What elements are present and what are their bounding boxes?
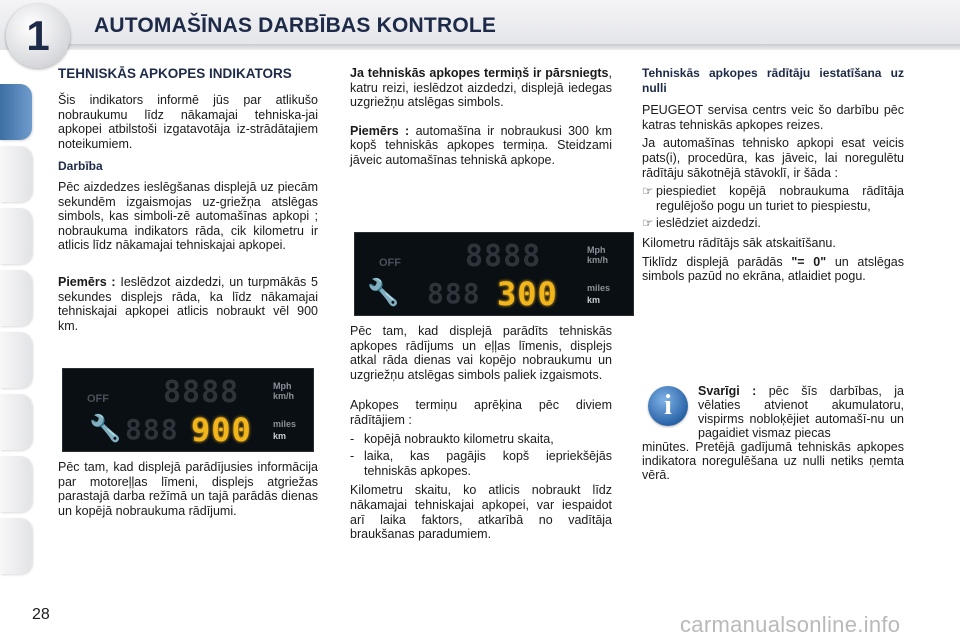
chapter-tab[interactable]	[0, 270, 32, 326]
reset-heading: Tehniskās apkopes rādītāju iestatīšana uz nulli	[642, 66, 904, 95]
instrument-display-300	[354, 232, 634, 316]
top-digits: 8888	[465, 239, 542, 274]
note-text-rest: minūtes. Pretējā gadījumā tehniskās apkopes indikatora noregulēšana uz nulli netiks ņemta vērā.	[642, 440, 904, 482]
reset-steps	[642, 184, 904, 231]
chapter-tabs	[0, 60, 34, 580]
note-text-first: pēc šīs darbības, ja vēlaties atvienot akumulatoru, vispirms nobloķējiet automašī-nu un pagaidiet vismaz piecas	[698, 384, 904, 440]
instrument-display-900	[62, 368, 314, 452]
calc-list	[350, 432, 612, 479]
reset-p1: PEUGEOT servisa centrs veic šo darbību pēc katras tehniskās apkopes reizes.	[642, 103, 904, 132]
chapter-tab[interactable]	[0, 456, 32, 512]
service-km-value: 900	[191, 411, 252, 449]
important-note	[642, 384, 904, 482]
chapter-tab-active[interactable]	[0, 84, 32, 140]
column-middle-lower	[350, 324, 612, 550]
subheading-operation: Darbība	[58, 159, 103, 174]
unit-km: km	[273, 431, 287, 441]
page-title: AUTOMAŠĪNAS DARBĪBAS KONTROLE	[94, 14, 497, 37]
chapter-tab[interactable]	[0, 332, 32, 388]
unit-top: Mph km/h	[587, 245, 609, 265]
note-label: Svarīgi :	[698, 384, 757, 398]
column-middle	[350, 66, 612, 176]
operation-paragraph: Pēc aizdedzes ieslēgšanas displejā uz piecām sekundēm izgaismojas uz-griežņa atslēgas simbols, kas simboli-zē automašīnas apkopi ; nobraukuma indikators rāda, cik kilometru ir atlicis līdz nākamajai tehniskajai apkopei.	[58, 179, 318, 253]
intro-paragraph: Šis indikators informē jūs par atlikušo nobraukumu līdz nākamajai tehniska-jai apkopei atbilstoši izgatavotāja iz-strādātajiem noteikumiem.	[58, 93, 318, 151]
info-icon: i	[648, 386, 688, 426]
reset-p4: Tiklīdz displejā parādās "= 0" un atslēgas simbols pazūd no ekrāna, atlaidiet pogu.	[642, 254, 904, 284]
service-km-value: 300	[497, 275, 558, 313]
closing-paragraph: Kilometru skaitu, ko atlicis nobraukt līdz nākamajai tehniskajai apkopei, var iespaidot arī laika faktors, atkarībā no vadītāja braukšanas paradumiem.	[350, 483, 612, 542]
list-item: ☞ ieslēdziet aizdedzi.	[642, 216, 761, 231]
bottom-digits-dim: 888	[427, 277, 481, 310]
chapter-number: 1	[26, 12, 50, 59]
reset-p2: Ja automašīnas tehnisko apkopi esat veicis pats(i), procedūra, kas jāveic, lai noregulētu rādītāju sākotnējā stāvoklī, ir šāda :	[642, 136, 904, 180]
wrench-icon: 🔧	[89, 413, 122, 443]
column-right	[642, 66, 904, 292]
unit-miles: miles	[587, 283, 611, 293]
reset-p3: Kilometru rādītājs sāk atskaitīšanu.	[642, 235, 836, 250]
list-item: - kopējā nobraukto kilometru skaita,	[350, 431, 554, 446]
unit-miles: miles	[273, 419, 297, 429]
bottom-digits-dim: 888	[125, 413, 179, 446]
column-left-lower	[58, 460, 318, 526]
section-heading: TEHNISKĀS APKOPES INDIKATORS	[58, 66, 292, 81]
unit-km: km	[587, 295, 601, 305]
column-left	[58, 66, 318, 341]
after-display-paragraph: Pēc tam, kad displejā parādīts tehniskās apkopes rādījums un eļļas līmenis, displejs atkal rāda dienas vai kopējo nobraukumu un uzgriežņu atslēgas simbols paliek izgaismots.	[350, 324, 612, 382]
example-label: Piemērs :	[350, 123, 410, 138]
wrench-icon: 🔧	[367, 277, 400, 307]
watermark: carmanualsonline.info	[680, 612, 901, 637]
off-label: OFF	[87, 393, 109, 405]
chapter-tab[interactable]	[0, 146, 32, 202]
page-number: 28	[32, 606, 50, 623]
overdue-lead: Ja tehniskās apkopes termiņš ir pārsniegts	[350, 66, 609, 80]
example-text: Ieslēdzot aizdedzi, un turpmākās 5 sekundes displejs rāda, ka līdz nākamajai tehniskajai apkopei atlicis nobraukt vēl 900 km.	[58, 274, 319, 333]
unit-top: Mph km/h	[273, 381, 295, 401]
after-display-paragraph: Pēc tam, kad displejā parādījusies informācija par motoreļļas līmeni, displejs atgriežas parastajā darba režīmā un tajā parādās dienas un kopējā nobraukuma rādījumi.	[58, 460, 318, 518]
header-divider	[50, 44, 960, 50]
off-label: OFF	[379, 257, 401, 269]
example-paragraph	[58, 275, 318, 333]
example-text: automašīna ir nobraukusi 300 km kopš tehniskās apkopes termiņa. Steidzami jāveic automašīnas tehniskā apkope.	[350, 123, 612, 167]
example-label: Piemērs :	[58, 274, 116, 289]
list-item: ☞ piespiediet kopējā nobraukuma rādītāja regulējošo pogu un turiet to piespiestu,	[642, 184, 904, 213]
chapter-tab[interactable]	[0, 394, 32, 450]
example-paragraph	[350, 124, 612, 168]
chapter-badge	[6, 4, 70, 68]
top-digits: 8888	[163, 375, 240, 410]
overdue-rest: , katru reizi, ieslēdzot aizdedzi, displejā iedegas uzgriežņu atslēgas simbols.	[350, 66, 612, 110]
list-item: - laika, kas pagājis kopš iepriekšējās tehniskās apkopes.	[350, 449, 612, 478]
chapter-tab[interactable]	[0, 518, 32, 574]
chapter-tab[interactable]	[0, 208, 32, 264]
calc-intro: Apkopes termiņu aprēķina pēc diviem rādītājiem :	[350, 398, 612, 427]
overdue-paragraph	[350, 66, 612, 110]
